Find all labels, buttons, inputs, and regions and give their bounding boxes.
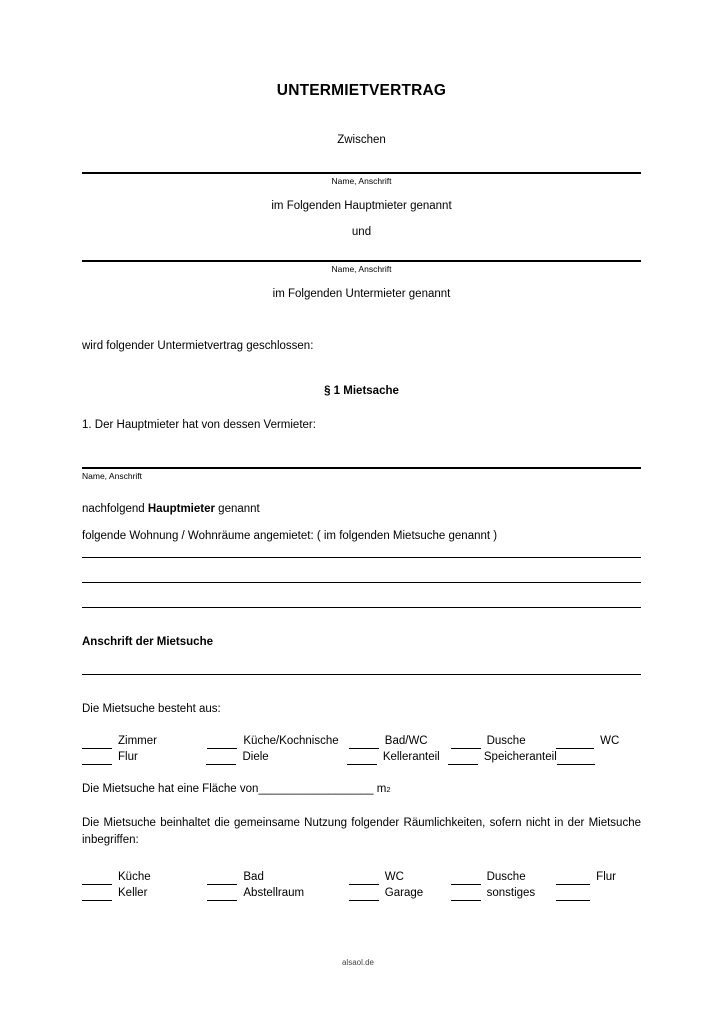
room-cell[interactable] — [556, 869, 641, 885]
room-cell[interactable] — [207, 869, 348, 885]
area-prefix: Die Mietsuche hat eine Fläche von — [82, 783, 259, 796]
area-line: Die Mietsuche hat eine Fläche von __________________ m 2 — [82, 783, 391, 796]
document-content — [82, 0, 641, 901]
room-cell[interactable] — [207, 733, 348, 749]
room-cell[interactable] — [556, 733, 641, 749]
area-blank-field[interactable]: __________________ — [258, 783, 374, 796]
room-cell[interactable] — [349, 733, 451, 749]
room-cell[interactable] — [349, 869, 451, 885]
room-cell[interactable] — [451, 733, 557, 749]
room-blank-field[interactable] — [451, 887, 481, 901]
room-label: Flur — [118, 751, 138, 764]
room-cell[interactable] — [82, 869, 207, 885]
party1-role: im Folgenden Hauptmieter genannt — [271, 200, 452, 212]
room-label: Bad/WC — [384, 735, 428, 748]
room-blank-field[interactable] — [451, 871, 481, 885]
room-label: Speicheranteil — [483, 751, 557, 764]
room-cell[interactable] — [82, 749, 206, 765]
room-label: Keller — [118, 886, 148, 899]
room-blank-field[interactable] — [207, 735, 237, 749]
room-label: Dusche — [486, 870, 526, 883]
room-blank-field[interactable] — [207, 871, 237, 885]
room-blank-field[interactable] — [451, 735, 481, 749]
page-footer: alsaol.de — [341, 958, 375, 967]
room-label: Dusche — [486, 735, 526, 748]
room-label: Flur — [596, 870, 616, 883]
room-blank-field[interactable] — [206, 751, 236, 765]
clause-1: 1. Der Hauptmieter hat von dessen Vermieter: — [82, 418, 316, 431]
room-blank-field[interactable] — [557, 751, 595, 765]
called-hauptmieter-line — [82, 501, 641, 518]
room-cell[interactable] — [451, 885, 557, 901]
room-label: WC — [384, 870, 404, 883]
room-cell[interactable] — [556, 887, 641, 901]
room-cell[interactable] — [448, 749, 557, 765]
room-blank-field[interactable] — [82, 887, 112, 901]
room-blank-field[interactable] — [82, 751, 112, 765]
rooms-primary-row-2 — [82, 749, 641, 765]
called-bold: Hauptmieter — [147, 503, 215, 516]
rooms-primary-grid — [82, 733, 641, 765]
room-cell[interactable] — [207, 885, 348, 901]
party2-caption: Name, Anschrift — [331, 264, 392, 274]
room-blank-field[interactable] — [82, 871, 112, 885]
room-label: Diele — [242, 751, 269, 764]
page-title: UNTERMIETVERTRAG — [276, 82, 447, 99]
rented-rooms-line: folgende Wohnung / Wohnräume angemietet: ( im folgenden Mietsuche genannt ) — [82, 530, 498, 543]
rooms-shared-row-1 — [82, 869, 641, 885]
room-blank-field[interactable] — [347, 751, 377, 765]
room-label: Küche/Kochnische — [243, 735, 339, 748]
section1-heading: § 1 Mietsache — [324, 384, 399, 397]
landlord-caption: Name, Anschrift — [82, 471, 142, 482]
room-label: sonstiges — [486, 886, 536, 899]
room-label: Küche — [118, 870, 151, 883]
room-blank-field[interactable] — [349, 735, 379, 749]
room-blank-field[interactable] — [82, 735, 112, 749]
room-cell[interactable] — [451, 869, 557, 885]
room-label: Garage — [384, 886, 424, 899]
agreement-line: wird folgender Untermietvertrag geschlossen: — [82, 340, 314, 352]
room-label: WC — [600, 735, 620, 748]
party1-caption: Name, Anschrift — [331, 176, 392, 186]
shared-use-text: Die Mietsuche beinhaltet die gemeinsame Nutzung folgender Räumlichkeiten, sofern nicht in der Mietsuche inbegriffen: — [82, 817, 641, 847]
room-cell[interactable] — [557, 751, 641, 765]
room-blank-field[interactable] — [556, 735, 594, 749]
consists-of-label: Die Mietsuche besteht aus: — [82, 702, 221, 715]
room-cell[interactable] — [206, 749, 346, 765]
room-blank-field[interactable] — [349, 871, 379, 885]
room-blank-field[interactable] — [556, 871, 590, 885]
address-heading: Anschrift der Mietsuche — [82, 635, 213, 648]
room-cell[interactable] — [82, 885, 207, 901]
room-blank-field[interactable] — [349, 887, 379, 901]
between-label: Zwischen — [337, 134, 386, 146]
conjunction-und: und — [351, 226, 372, 238]
called-suffix: genannt — [214, 503, 260, 516]
room-blank-field[interactable] — [556, 887, 590, 901]
rooms-primary-row-1 — [82, 733, 641, 749]
room-blank-field[interactable] — [207, 887, 237, 901]
room-label: Kelleranteil — [382, 751, 440, 764]
called-prefix: nachfolgend — [82, 503, 148, 516]
room-cell[interactable] — [82, 733, 207, 749]
room-cell[interactable] — [347, 749, 448, 765]
party2-role: im Folgenden Untermieter genannt — [272, 288, 451, 300]
room-label: Abstellraum — [243, 886, 305, 899]
rooms-shared-grid — [82, 869, 641, 901]
area-unit: m — [376, 783, 387, 796]
room-label: Zimmer — [118, 735, 157, 748]
room-blank-field[interactable] — [448, 751, 478, 765]
room-cell[interactable] — [349, 885, 451, 901]
room-label: Bad — [243, 870, 264, 883]
rooms-shared-row-2 — [82, 885, 641, 901]
